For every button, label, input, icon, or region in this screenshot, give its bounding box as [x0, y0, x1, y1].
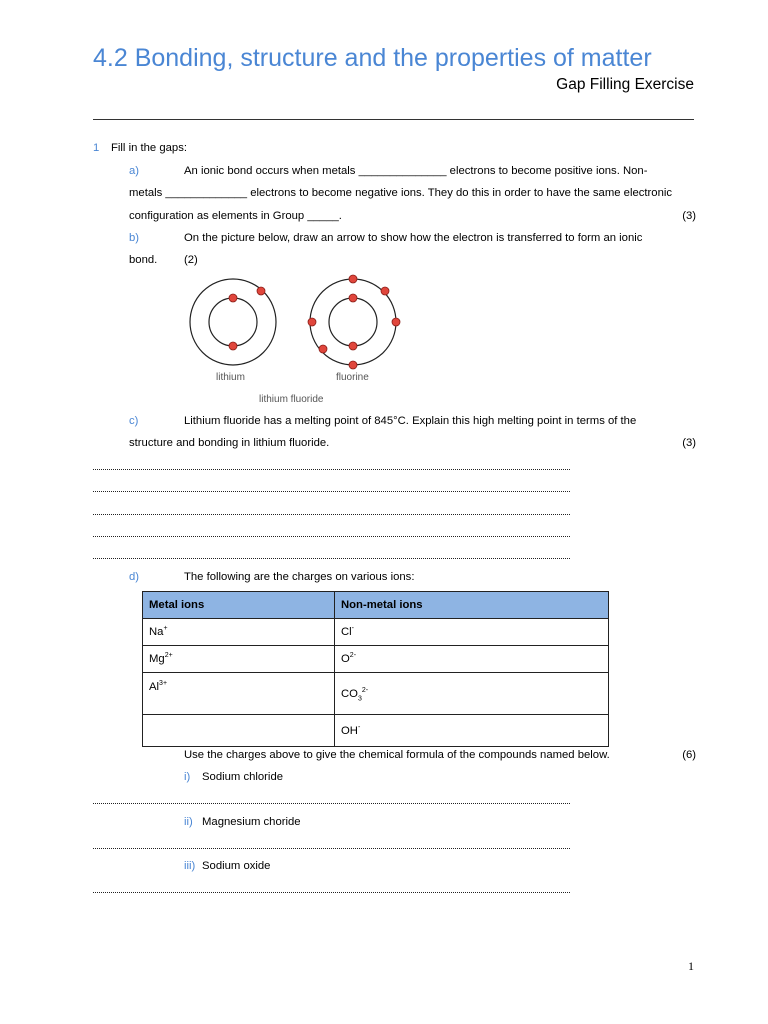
answer-line[interactable]: [93, 558, 570, 559]
question-intro: Fill in the gaps:: [111, 142, 187, 154]
page-title: 4.2 Bonding, structure and the properties of matter: [93, 44, 652, 72]
diagram-caption: lithium fluoride: [259, 394, 324, 405]
part-d-ii-label: ii): [184, 816, 193, 828]
answer-line[interactable]: [93, 892, 570, 893]
metal-ion-cell: [143, 715, 335, 747]
part-b-label: b): [129, 232, 140, 244]
part-a-line1: An ionic bond occurs when metals ______________ electrons to become positive ions. Non-: [184, 165, 648, 177]
electron: [381, 287, 389, 295]
electron: [349, 294, 357, 302]
electron: [349, 275, 357, 283]
non-metal-ions-header: Non-metal ions: [335, 592, 609, 619]
ion-charges-table: [142, 591, 609, 747]
answer-line[interactable]: [93, 536, 570, 537]
answer-line[interactable]: [93, 803, 570, 804]
part-d-iii-label: iii): [184, 860, 196, 872]
fluorine-inner-shell: [329, 298, 377, 346]
part-c-label: c): [129, 415, 139, 427]
lithium-fluoride-diagram: [184, 274, 404, 408]
page-number: 1: [688, 959, 694, 973]
part-a-line2: metals _____________ electrons to become negative ions. They do this in order to have the same electronic: [129, 187, 673, 199]
page-subtitle: Gap Filling Exercise: [556, 76, 694, 93]
answer-line[interactable]: [93, 491, 570, 492]
part-d-marks: (6): [682, 749, 696, 761]
metal-ion-cell: Na+: [143, 619, 335, 646]
part-d-ii-text: Magnesium choride: [202, 816, 301, 828]
metal-ion-cell: $Al^{3+}$: [143, 673, 335, 715]
part-d-intro: The following are the charges on various ions:: [184, 571, 415, 583]
metal-ion-cell: $Mg^{2+}$: [143, 646, 335, 673]
part-b-line2: bond.: [129, 254, 158, 266]
part-a-line3: configuration as elements in Group _____.: [129, 210, 342, 222]
part-d-instruction: Use the charges above to give the chemical formula of the compounds named below.: [184, 749, 610, 761]
electron: [229, 342, 237, 350]
electron: [319, 345, 327, 353]
table-row: [143, 646, 609, 673]
electron: [392, 318, 400, 326]
fluorine-label: fluorine: [336, 372, 369, 383]
electrons: [229, 275, 400, 369]
part-b-marks: (2): [184, 254, 198, 266]
electron: [349, 361, 357, 369]
answer-line[interactable]: [93, 514, 570, 515]
table-row: [143, 715, 609, 747]
electron: [257, 287, 265, 295]
electron: [229, 294, 237, 302]
electron: [308, 318, 316, 326]
table-row: [143, 619, 609, 646]
part-b-line1: On the picture below, draw an arrow to show how the electron is transferred to form an ionic: [184, 232, 643, 244]
table-row: [143, 673, 609, 715]
lithium-inner-shell: [209, 298, 257, 346]
part-c-marks: (3): [682, 437, 696, 449]
part-c-line1: Lithium fluoride has a melting point of 845°C. Explain this high melting point in terms of the: [184, 415, 637, 427]
part-c-line2: structure and bonding in lithium fluoride.: [129, 437, 330, 449]
non-metal-ion-cell: $CO_3^{2-}$: [335, 673, 609, 715]
part-a-marks: (3): [682, 210, 696, 222]
non-metal-ion-cell: $O^{2-}$: [335, 646, 609, 673]
metal-ions-header: Metal ions: [143, 592, 335, 619]
part-d-i-label: i): [184, 771, 191, 783]
non-metal-ion-cell: Cl-: [335, 619, 609, 646]
electron: [349, 342, 357, 350]
part-a-label: a): [129, 165, 140, 177]
part-d-iii-text: Sodium oxide: [202, 860, 271, 872]
lithium-label: lithium: [216, 372, 245, 383]
header-divider: [93, 119, 694, 120]
table-header-row: [143, 592, 609, 619]
answer-line[interactable]: [93, 469, 570, 470]
question-number: 1: [93, 142, 100, 154]
part-d-i-text: Sodium chloride: [202, 771, 284, 783]
part-d-label: d): [129, 571, 140, 583]
non-metal-ion-cell: OH-: [335, 715, 609, 747]
answer-line[interactable]: [93, 848, 570, 849]
